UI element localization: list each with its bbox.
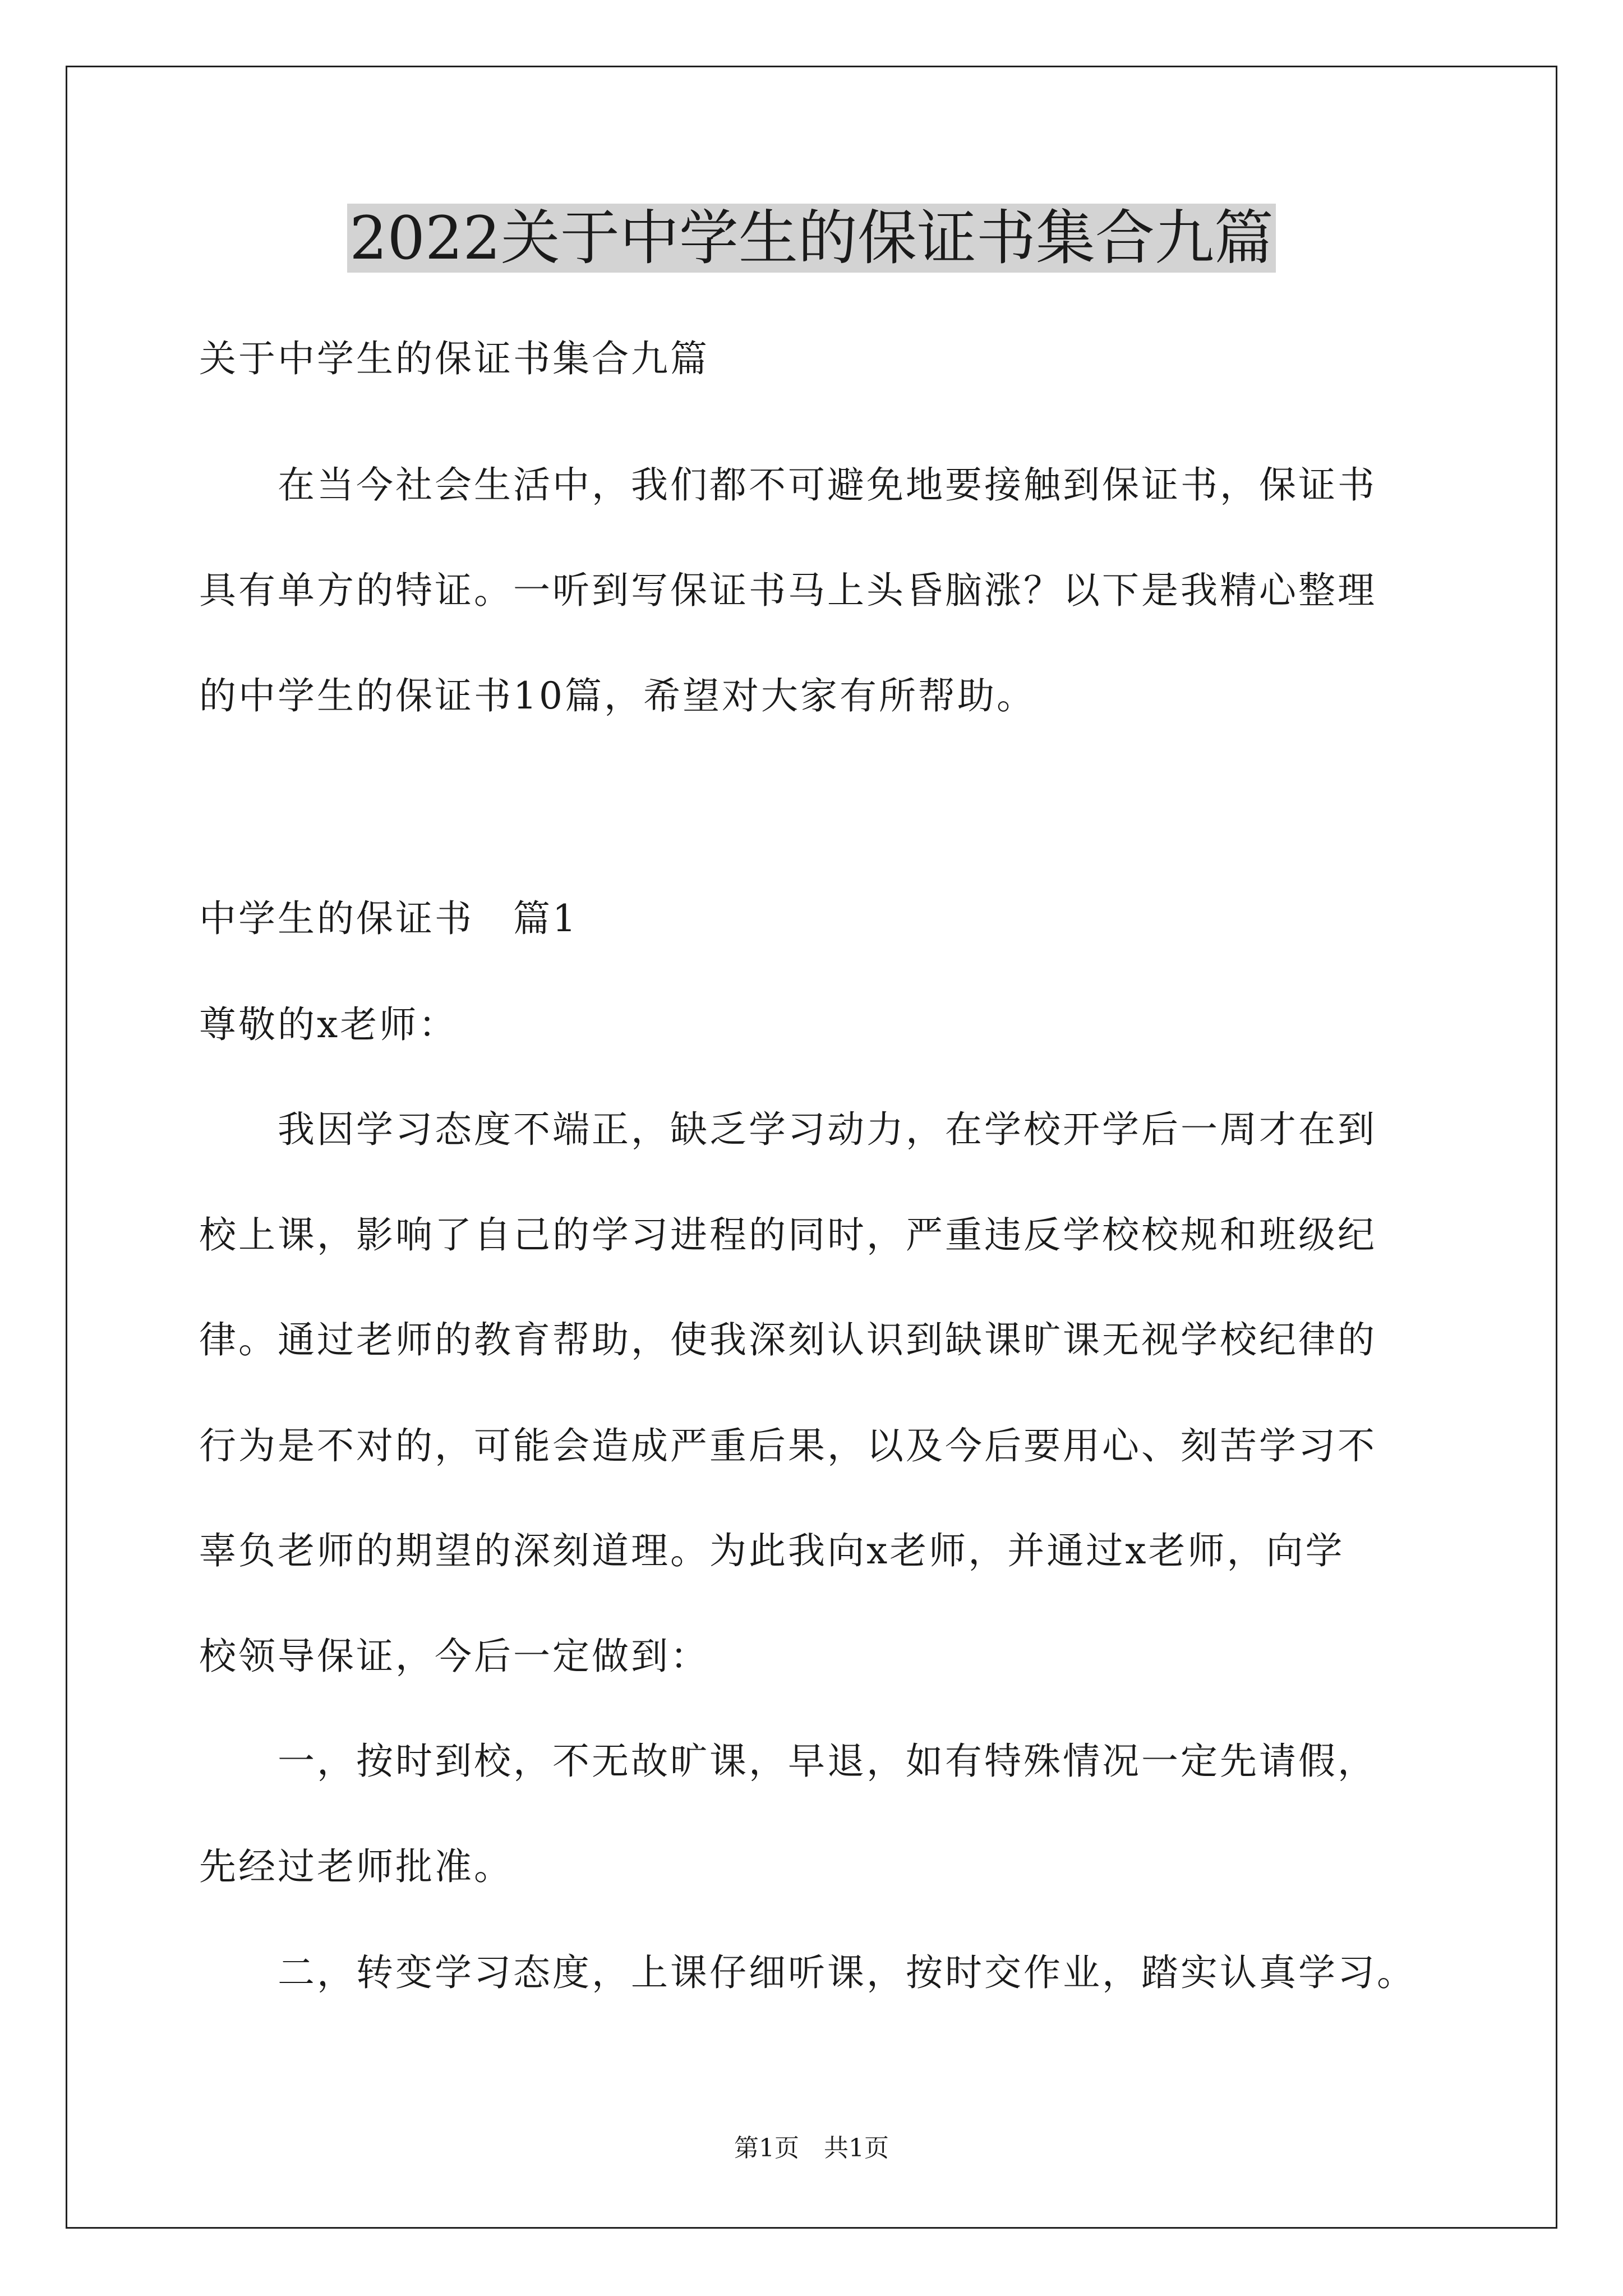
- page-number-footer: 第1页 共1页: [734, 2134, 889, 2162]
- paragraph-line: 我因学习态度不端正，缺乏学习动力，在学校开学后一周才在到: [199, 1108, 1377, 1151]
- paragraph-line: 行为是不对的，可能会造成严重后果，以及今后要用心、刻苦学习不: [199, 1424, 1377, 1467]
- paragraph-line: 二，转变学习态度，上课仔细听课，按时交作业，踏实认真学习。: [199, 1951, 1416, 1994]
- paragraph-line: 先经过老师批准。: [199, 1845, 513, 1888]
- paragraph-line: 律。通过老师的教育帮助，使我深刻认识到缺课旷课无视学校纪律的: [199, 1318, 1377, 1361]
- document-title: [0, 199, 1623, 278]
- paragraph-line: 的中学生的保证书10篇，希望对大家有所帮助。: [199, 674, 1036, 717]
- section-heading: 中学生的保证书 篇1: [199, 897, 578, 940]
- paragraph-line: 校领导保证，今后一定做到：: [199, 1635, 709, 1678]
- document-title-text: 2022关于中学生的保证书集合九篇: [347, 204, 1276, 273]
- paragraph-line: 具有单方的特证。一听到写保证书马上头昏脑涨？以下是我精心整理: [199, 569, 1377, 612]
- subtitle-line: 关于中学生的保证书集合九篇: [199, 337, 709, 380]
- paragraph-line: 辜负老师的期望的深刻道理。为此我向x老师，并通过x老师，向学: [199, 1529, 1345, 1572]
- paragraph-line: 在当今社会生活中，我们都不可避免地要接触到保证书，保证书: [199, 463, 1377, 507]
- salutation: 尊敬的x老师：: [199, 1003, 458, 1046]
- paragraph-line: 一，按时到校，不无故旷课，早退，如有特殊情况一定先请假，: [199, 1740, 1377, 1783]
- paragraph-line: 校上课，影响了自己的学习进程的同时，严重违反学校校规和班级纪: [199, 1213, 1377, 1257]
